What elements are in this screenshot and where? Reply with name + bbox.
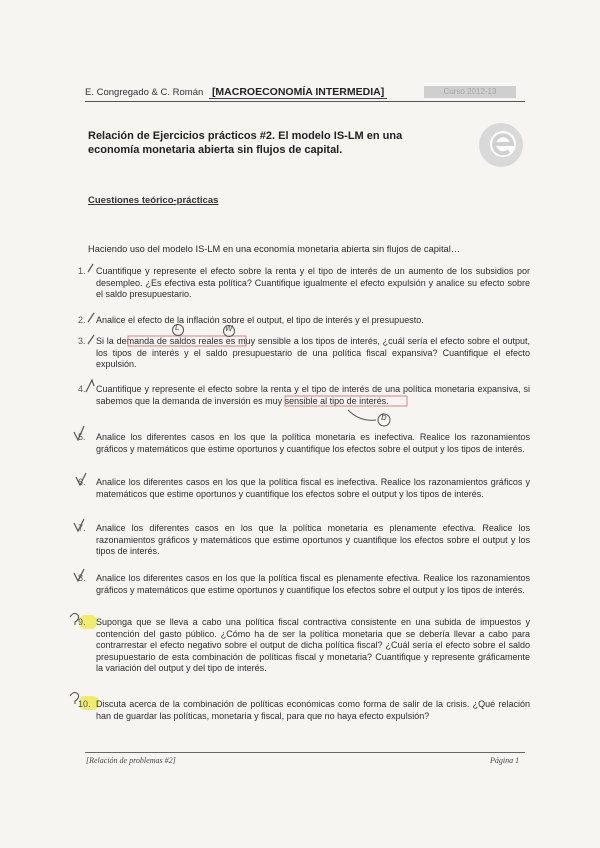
header-authors: E. Congregado & C. Román <box>85 87 204 98</box>
header-course: [MACROECONOMÍA INTERMEDIA] <box>209 86 387 99</box>
question-text: Analice el efecto de la inflación sobre el output, el tipo de interés y el presupuesto. <box>96 315 424 325</box>
footer-left-label: [Relación de problemas #2] <box>86 756 176 765</box>
question-text: Si la demanda de saldos reales es muy sensible a los tipos de interés, ¿cuál sería el efecto sobre el output, los tipos de interés y el saldo presupuestario de una política fiscal expansiva? Cuantifique el efecto expulsión. <box>96 336 530 370</box>
question-number: 10. <box>78 699 91 709</box>
header-year: Curso 2012-13 <box>424 86 516 98</box>
question-text: Cuantifique y represente el efecto sobre la renta y el tipo de interés de un aumento de los subsidios por desempleo. ¿Es efectiva esta política? Cuantifique igualmente el efecto expulsión y analice su efecto sobre el saldo presupuestario. <box>96 266 530 300</box>
question-number: 3. <box>78 336 86 346</box>
document-title: Relación de Ejercicios prácticos #2. El modelo IS-LM en una economía monetaria abierta sin flujos de capital. <box>88 130 403 156</box>
question-text: Analice los diferentes casos en los que la política monetaria es plenamente efectiva. Realice los razonamientos gráficos y matemáticos que estime oportunos y cuantifique los efectos sobre el output y los tipos de interés. <box>96 523 530 557</box>
handwritten-letter-b: b <box>381 413 387 423</box>
question-number: 7. <box>78 523 86 533</box>
question-text: Analice los diferentes casos en los que la política monetaria es inefectiva. Realice los razonamientos gráficos y matemáticos que estime oportunos y cuantifique los efectos sobre el output y los tipos de interés. <box>96 432 530 454</box>
handwritten-letter-w: W <box>225 324 233 333</box>
question-number: 9. <box>78 617 86 627</box>
question-text: Analice los diferentes casos en los que la política fiscal es plenamente efectiva. Realice los razonamientos gráficos y matemáticos que estime oportunos y cuantifique los efectos sobre el output y los tipos de interés. <box>96 573 530 595</box>
question-number: 1. <box>78 266 86 276</box>
section-heading: Cuestiones teórico-prácticas <box>88 195 219 206</box>
question-number: 2. <box>78 315 86 325</box>
handwritten-letter-l: L <box>175 323 180 332</box>
question-text: Discuta acerca de la combinación de políticas económicas como forma de salir de la crisis. ¿Qué relación han de guardar las políticas, monetaria y fiscal, para que no haya efecto expulsión? <box>96 699 530 721</box>
question-number: 8. <box>78 573 86 583</box>
question-text: Analice los diferentes casos en los que la política fiscal es inefectiva. Realice los razonamientos gráficos y matemáticos que estime oportunos y cuantifique los efectos sobre el output y los tipos de interés. <box>96 477 530 499</box>
question-text: Suponga que se lleva a cabo una política fiscal contractiva consistente en una subida de impuestos y contención del gasto público. ¿Cómo ha de ser la política monetaria que se debería llevar a cabo para contrarrestar el efecto negativo sobre el output de dicha política fiscal? ¿Cuál sería el efecto sobre el saldo presupuestario de esta combinación de políticas fiscal y monetaria? Cuantifique y represente gráficamente la variación del output y del tipo de interés. <box>96 617 530 674</box>
question-number: 4. <box>78 384 86 394</box>
intro-text: Haciendo uso del modelo IS-LM en una economía monetaria abierta sin flujos de capital… <box>88 244 461 254</box>
question-number: 5. <box>78 432 86 442</box>
question-number: 6. <box>78 477 86 487</box>
page-number: Página 1 <box>490 756 520 765</box>
question-text: Cuantifique y represente el efecto sobre la renta y el tipo de interés de una política monetaria expansiva, si sabemos que la demanda de inversión es muy sensible al tipo de interés. <box>96 384 530 406</box>
footer-divider <box>85 752 525 753</box>
